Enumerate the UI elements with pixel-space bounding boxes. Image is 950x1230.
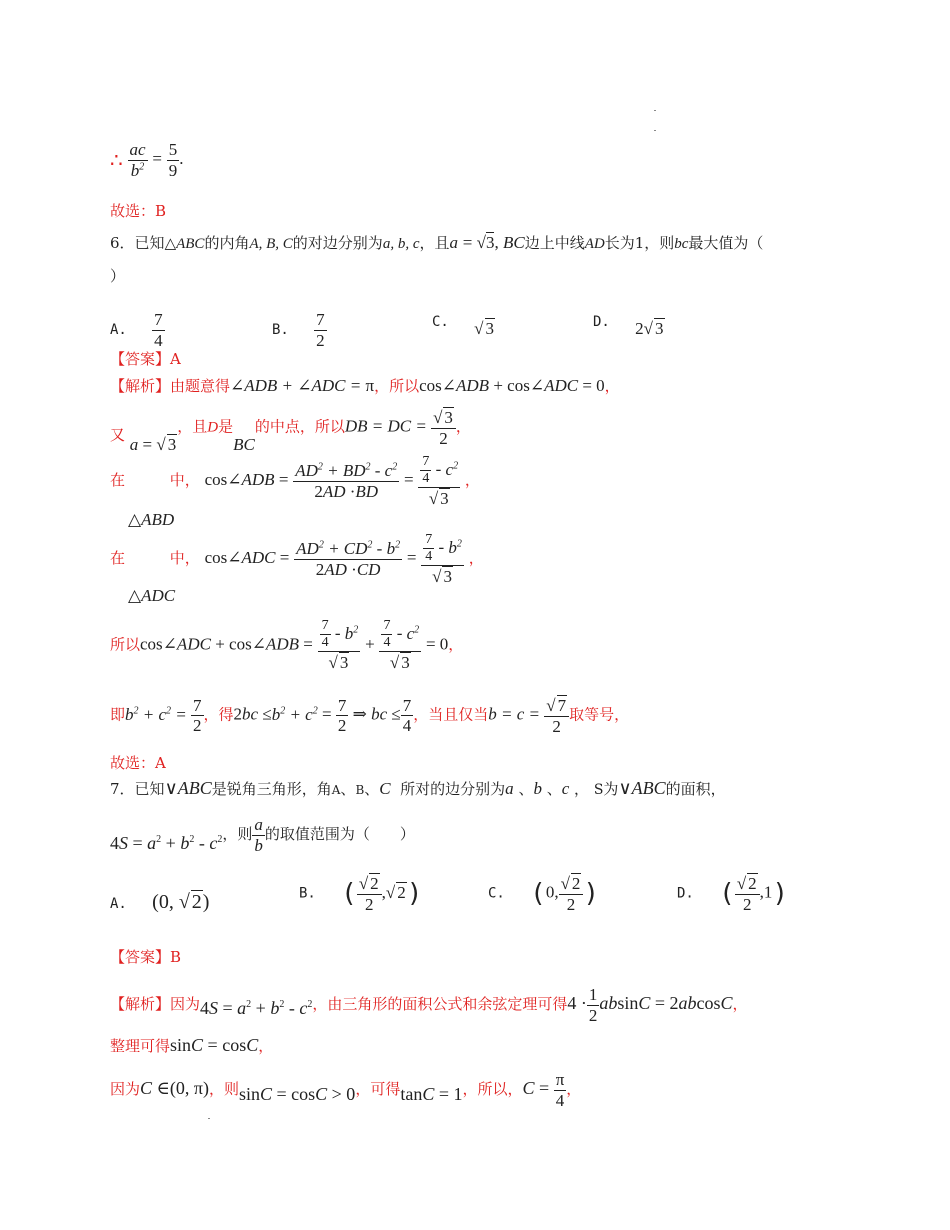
q7-option-b[interactable]: B. ( $\frac{√ 2}{2}$ ,√ 2)	[299, 874, 423, 914]
q6-option-c[interactable]: C. √ 3	[432, 314, 494, 338]
prev-answer: 故选：B	[110, 202, 167, 220]
q7-option-a[interactable]: A. (0, √ 2)	[110, 891, 210, 913]
q6-line-1: 【解析】由题意得∠ADB + ∠ADC = π，所以cos∠ADB + cos∠ADC = 0，	[110, 376, 620, 395]
q6-line-4: 在 中， cos∠ADC = $\frac{AD^2 + CD^2 - b^2}{2AD \cdot CD}$ = $\frac{7}{4}$ - $b^2$ √ 3 ，	[110, 532, 484, 587]
q6-option-a[interactable]: A. $\frac{7}{4}$	[110, 310, 163, 350]
q6-stem: 6．已知△ABC的内角A, B, C的对边分别为a, b, c，且a = √3, BC边上中线AD长为1，则bc最大值为（	[110, 233, 764, 252]
page-speck	[654, 130, 656, 131]
q7-line-2: 整理可得sinC = cosC，	[110, 1035, 274, 1055]
q6-triangle-abd: △ABD	[128, 510, 175, 529]
q6-number: 6．	[110, 234, 135, 252]
q6-answer-tag: 【答案】A	[110, 350, 181, 368]
q7-number: 7．	[110, 780, 135, 798]
q6-option-d[interactable]: D. 2√ 3	[593, 314, 664, 338]
q6-line-5: 所以cos∠ADC + cos∠ADB = $\frac{7}{4}$ - $b^2$ √ 3 + $\frac{7}{4}$ - $c^2$ √ 3 = 0，	[110, 618, 464, 673]
therefore-line: ∴ $\frac{ac}{b^2}$ = $\frac{5}{9}$ .	[110, 140, 184, 180]
q6-option-b[interactable]: B. $\frac{7}{2}$	[272, 310, 325, 350]
q6-stem-close: ）	[110, 267, 126, 285]
q7-stem-1: 7．已知∨ABC是锐角三角形，角A、B、C 所对的边分别为a 、b 、c ， S为∨ABC的面积，	[110, 778, 726, 798]
q6-triangle-adc: △ADC	[128, 586, 176, 605]
q7-answer-tag: 【答案】B	[110, 948, 182, 966]
q6-line-6: 即$b^2 + c^2$ = $\frac{7}{2}$ ，得$2bc \le b^2 + c^2$ = $\frac{7}{2}$ ⇒ bc ≤ $\frac{7}{4}$ ，当且仅当b = c = $\frac{√ 7}{2}$ 取等号，	[110, 695, 630, 736]
q6-line-3: 在 中， cos∠ADB = $\frac{AD^2 + BD^2 - c^2}{2AD \cdot BD}$ = $\frac{7}{4}$ - $c^2$ √ 3 ，	[110, 454, 480, 509]
page-speck	[208, 1118, 210, 1119]
q7-stem-2: $4S = a^2 + b^2 - c^2$，则 $\frac{a}{b}$ 的取值范围为（ ）	[110, 815, 415, 855]
page-speck	[654, 110, 656, 111]
q7-option-d[interactable]: D. ( $\frac{√ 2}{2}$ ,1)	[677, 874, 789, 914]
q7-option-c[interactable]: C. (0, $\frac{√ 2}{2}$ )	[488, 874, 600, 914]
q6-line-2: 又 a = √ 3，且D是BC的中点，所以DB = DC = $\frac{√ 3}{2}$ ，	[110, 408, 471, 454]
q7-line-3: 因为C ∈(0, π)，则sinC = cosC > 0，可得tanC = 1，所以，C = $\frac{\pi}{4}$ ，	[110, 1070, 582, 1110]
q6-conclusion: 故选：A	[110, 754, 166, 772]
q7-line-1: 【解析】因为$4S = a^2 + b^2 - c^2$，由三角形的面积公式和余弦定理可得4 · $\frac{1}{2}$ absinC = 2abcosC，	[110, 985, 748, 1025]
